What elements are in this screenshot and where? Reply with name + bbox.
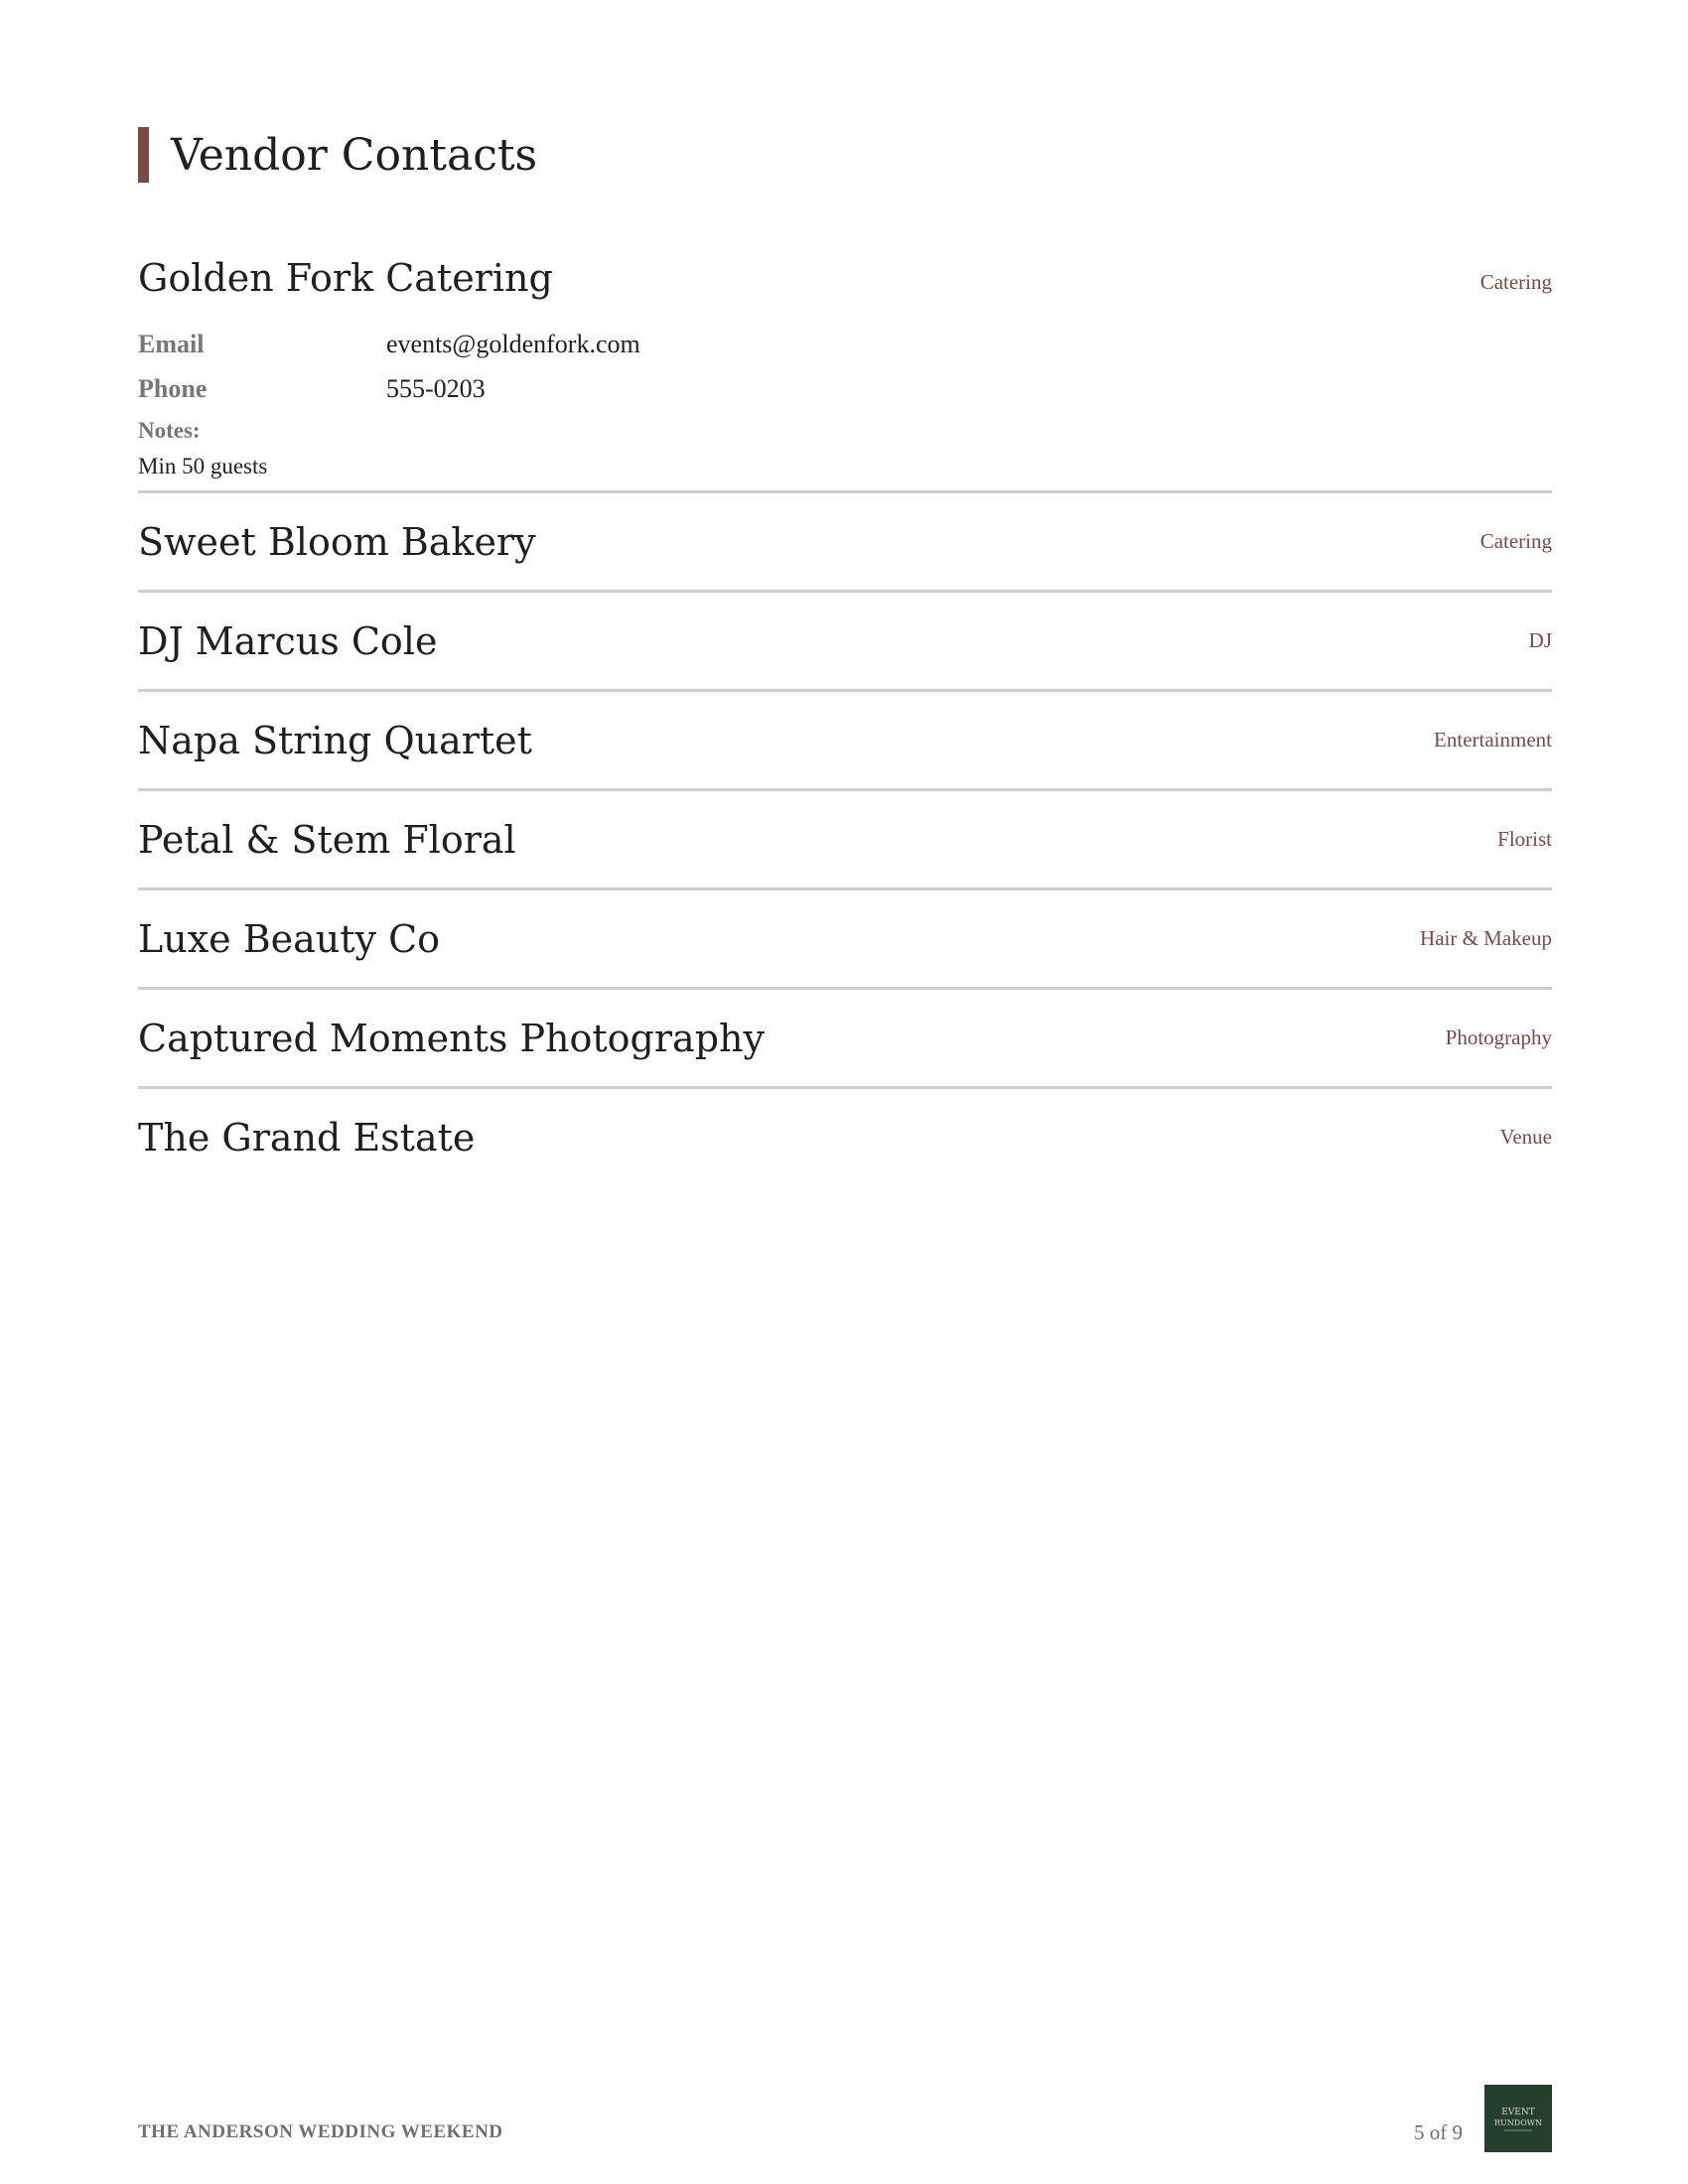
vendor-name: Petal & Stem Floral [138,817,516,862]
logo-text-line2: RUNDOWN [1494,2118,1542,2127]
vendor-name: Luxe Beauty Co [138,916,441,961]
email-label: Email [138,329,205,358]
vendor-header[interactable] [138,493,1552,590]
vendor-card[interactable] [138,246,1552,493]
vendor-category: Photography [1445,1025,1552,1049]
footer-right [1414,2085,1552,2152]
vendor-category: DJ [1528,628,1552,652]
phone-value[interactable]: 555-0203 [386,373,486,403]
vendor-header[interactable] [138,990,1552,1086]
vendor-card[interactable] [138,1089,1552,1185]
vendor-name: Napa String Quartet [138,718,532,762]
section-header [138,127,537,183]
notes-value: Min 50 guests [138,454,268,478]
vendor-header[interactable] [138,692,1552,788]
vendor-category: Venue [1499,1125,1552,1149]
vendor-header[interactable] [138,246,1552,322]
vendor-name: Golden Fork Catering [138,256,553,300]
section-accent-bar [138,127,149,183]
vendor-card[interactable] [138,791,1552,890]
page-footer [138,2085,1552,2152]
email-row [138,322,1552,366]
phone-row [138,366,1552,411]
page-number: 5 of 9 [1414,2119,1463,2144]
vendor-card[interactable] [138,692,1552,791]
event-rundown-logo-icon [1484,2085,1552,2152]
vendor-category: Florist [1497,827,1552,851]
vendor-header[interactable] [138,791,1552,887]
footer-event-title: THE ANDERSON WEDDING WEEKEND [138,2121,503,2142]
vendor-name: The Grand Estate [138,1115,476,1160]
vendor-card[interactable] [138,890,1552,990]
vendor-header[interactable] [138,593,1552,689]
document-page [138,0,1552,2184]
vendor-category: Catering [1479,529,1552,553]
email-value[interactable]: events@goldenfork.com [386,329,640,358]
vendor-list [138,246,1552,1185]
logo-text-line1: EVENT [1501,2108,1535,2117]
vendor-category: Entertainment [1434,728,1552,751]
vendor-category: Catering [1479,270,1552,294]
vendor-details [138,322,1552,490]
vendor-name: DJ Marcus Cole [138,618,438,663]
vendor-card[interactable] [138,493,1552,593]
page-title: Vendor Contacts [171,129,538,181]
vendor-header[interactable] [138,890,1552,987]
vendor-card[interactable] [138,990,1552,1089]
vendor-header[interactable] [138,1089,1552,1185]
vendor-name: Captured Moments Photography [138,1016,765,1060]
phone-label: Phone [138,373,208,403]
notes-label: Notes: [138,418,201,443]
vendor-card[interactable] [138,593,1552,692]
logo-mark [1484,2085,1552,2152]
vendor-category: Hair & Makeup [1420,926,1552,950]
vendor-name: Sweet Bloom Bakery [138,519,536,564]
